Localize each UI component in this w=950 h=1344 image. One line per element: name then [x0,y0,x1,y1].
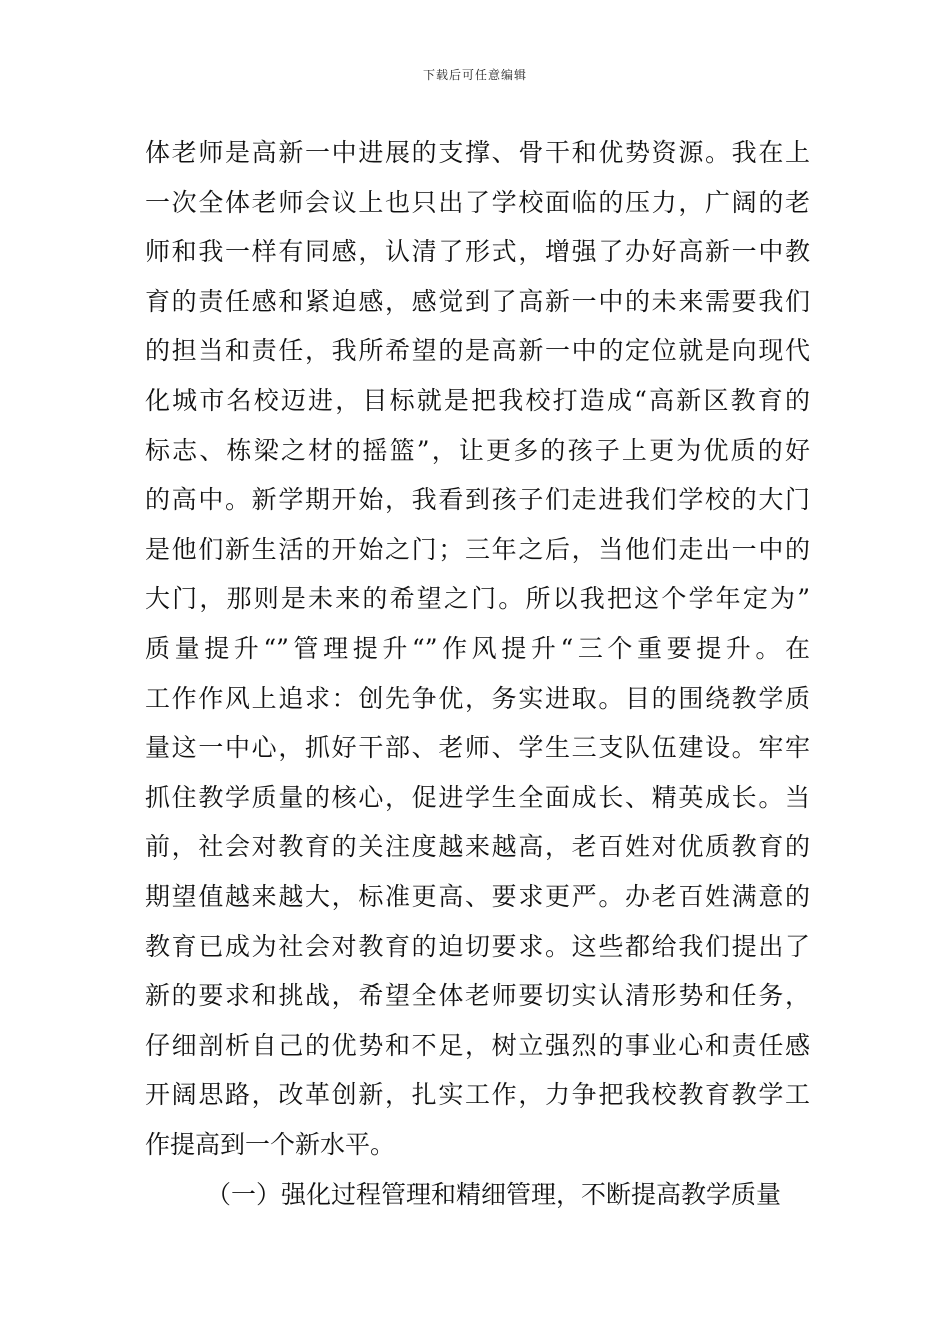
section-heading: （一）强化过程管理和精细管理，不断提高教学质量 [206,1180,782,1209]
paragraph-line: 抓住教学质量的核心，促进学生全面成长、精英成长。当 [145,782,810,812]
paragraph-line: 工作作风上追求：创先争优，务实进取。目的围绕教学质 [145,683,810,713]
paragraph-line: 新的要求和挑战，希望全体老师要切实认清形势和任务， [145,981,810,1011]
header-note: 下载后可任意编辑 [422,68,527,82]
paragraph-line: 标志、栋梁之材的摇篮”，让更多的孩子上更为优质的好 [145,435,810,465]
paragraph-line: 前，社会对教育的关注度越来越高，老百姓对优质教育的 [145,832,810,862]
body-paragraph [145,128,810,1169]
paragraph-line: 是他们新生活的开始之门；三年之后，当他们走出一中的 [145,534,810,564]
paragraph-line: 质量提升“”管理提升“”作风提升“三个重要提升。在 [145,633,810,663]
paragraph-line: 一次全体老师会议上也只出了学校面临的压力，广阔的老 [145,187,810,217]
paragraph-line: 的高中。新学期开始，我看到孩子们走进我们学校的大门 [145,485,810,515]
paragraph-line: 化城市名校迈进，目标就是把我校打造成“高新区教育的 [145,385,810,415]
paragraph-line: 大门，那则是未来的希望之门。所以我把这个学年定为” [145,584,810,614]
paragraph-line: 育的责任感和紧迫感，感觉到了高新一中的未来需要我们 [145,286,810,316]
paragraph-line: 的担当和责任，我所希望的是高新一中的定位就是向现代 [145,336,810,366]
paragraph-line: 师和我一样有同感，认清了形式，增强了办好高新一中教 [145,237,810,267]
paragraph-line-last: 作提高到一个新水平。 [145,1129,396,1159]
paragraph-line: 量这一中心，抓好干部、老师、学生三支队伍建设。牢牢 [145,733,810,763]
paragraph-line: 期望值越来越大，标准更高、要求更严。办老百姓满意的 [145,881,810,911]
paragraph-line: 开阔思路，改革创新，扎实工作，力争把我校教育教学工 [145,1080,810,1110]
paragraph-line: 教育已成为社会对教育的迫切要求。这些都给我们提出了 [145,931,810,961]
paragraph-line: 仔细剖析自己的优势和不足，树立强烈的事业心和责任感 [145,1030,810,1060]
paragraph-line: 体老师是高新一中进展的支撑、骨干和优势资源。我在上 [145,138,810,167]
